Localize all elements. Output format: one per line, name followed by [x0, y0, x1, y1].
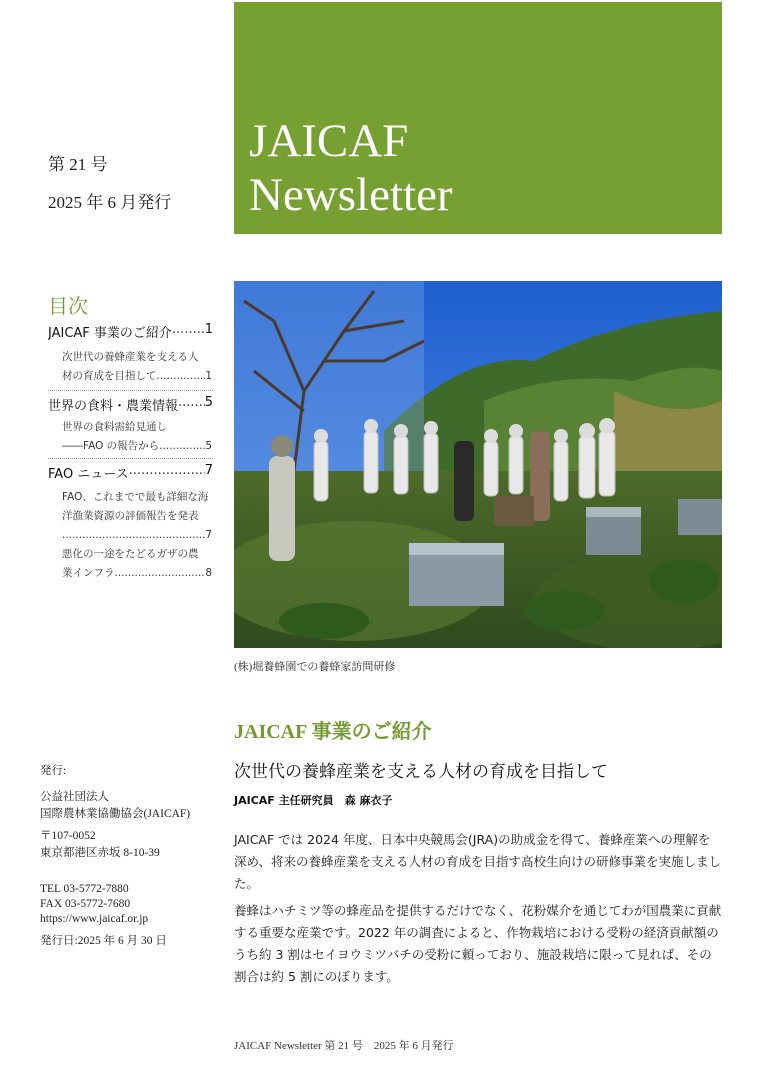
page-footer: JAICAF Newsletter 第 21 号 2025 年 6 月発行	[234, 1040, 454, 1052]
article-author: JAICAF 主任研究員 森 麻衣子	[234, 794, 393, 807]
issue-date: 2025 年 6 月発行	[48, 193, 172, 212]
toc-divider	[48, 458, 213, 459]
toc-subentry-line: 業インフラ	[62, 567, 115, 579]
toc-subentry-line: 悪化の一途をたどるガザの農	[62, 548, 199, 560]
toc-subentry-line: 洋漁業資源の評価報告を発表	[62, 510, 199, 522]
toc-subentry-1-1[interactable]	[62, 348, 212, 386]
toc-subentry-page: 7	[205, 529, 212, 541]
title-banner	[234, 2, 722, 234]
toc-subentry-line: 材の育成を目指して	[62, 370, 157, 382]
publisher-address: 東京都港区赤坂 8-10-39	[40, 847, 160, 859]
toc-subentry-line: ――FAO の報告から	[62, 440, 160, 452]
toc-subentry-page: 1	[205, 370, 212, 382]
section-heading: JAICAF 事業のご紹介	[234, 721, 432, 743]
toc-entry-label: FAO ニュース	[48, 467, 129, 482]
publisher-tel: TEL 03-5772-7880	[40, 883, 129, 895]
toc-title: 目次	[48, 294, 88, 318]
toc-subentry-line: 次世代の養蜂産業を支える人	[62, 351, 199, 363]
publisher-fax: FAX 03-5772-7680	[40, 898, 131, 910]
toc-subentry-page: 8	[205, 567, 212, 579]
article-paragraph-1: JAICAF では 2024 年度、日本中央競馬会(JRA)の助成金を得て、養蜂産業への理解を深め、将来の養蜂産業を支える人材の育成を目指す高校生向けの研修事業を実施しました。	[234, 832, 722, 891]
publisher-postal-code: 〒107-0052	[40, 830, 96, 842]
toc-entry-page: 7	[204, 463, 213, 478]
toc-entry-label: JAICAF 事業のご紹介	[48, 326, 172, 341]
toc-entry-1[interactable]	[48, 322, 213, 341]
publisher-org-name: 国際農林業協働協会(JAICAF)	[40, 808, 191, 820]
publish-date: 発行日:2025 年 6 月 30 日	[40, 935, 167, 947]
toc-divider	[48, 390, 213, 391]
toc-subentry-3-1[interactable]	[62, 488, 212, 545]
toc-entry-page: 5	[204, 395, 213, 410]
issue-number: 第 21 号	[48, 155, 108, 174]
toc-subentry-3-2[interactable]	[62, 545, 212, 583]
beekeeping-training-photo	[234, 281, 722, 648]
publisher-label: 発行:	[40, 765, 67, 777]
toc-subentry-2-1[interactable]	[62, 418, 212, 456]
toc-entry-3[interactable]	[48, 463, 213, 482]
article-paragraph-2: 養蜂はハチミツ等の蜂産品を提供するだけでなく、花粉媒介を通じてわが国農業に貢献する重要な産業です。2022 年の調査によると、作物栽培における受粉の経済貢献額のうち約 3 割はセイヨウミツバチの受粉に頼っており、施設栽培に限って見れば、その割合は約 5 割にのぼります。	[234, 903, 722, 984]
article-title: 次世代の養蜂産業を支える人材の育成を目指して	[234, 762, 608, 782]
toc-subentry-page: 5	[205, 440, 212, 452]
publisher-org-type: 公益社団法人	[40, 791, 109, 803]
title-line-2: Newsletter	[249, 169, 453, 221]
photo-caption: (株)堀養蜂園での養蜂家訪問研修	[234, 661, 396, 673]
toc-entry-page: 1	[204, 322, 213, 337]
toc-subentry-line: 世界の食料需給見通し	[62, 421, 167, 433]
toc-entry-2[interactable]	[48, 395, 213, 414]
newsletter-title	[249, 114, 453, 222]
toc-subentry-line: FAO、これまでで最も詳細な海	[62, 491, 209, 503]
cover-photo	[234, 281, 722, 648]
toc-entry-label: 世界の食料・農業情報	[48, 399, 179, 414]
publisher-url[interactable]: https://www.jaicaf.or.jp	[40, 913, 149, 925]
title-line-1: JAICAF	[249, 115, 409, 167]
